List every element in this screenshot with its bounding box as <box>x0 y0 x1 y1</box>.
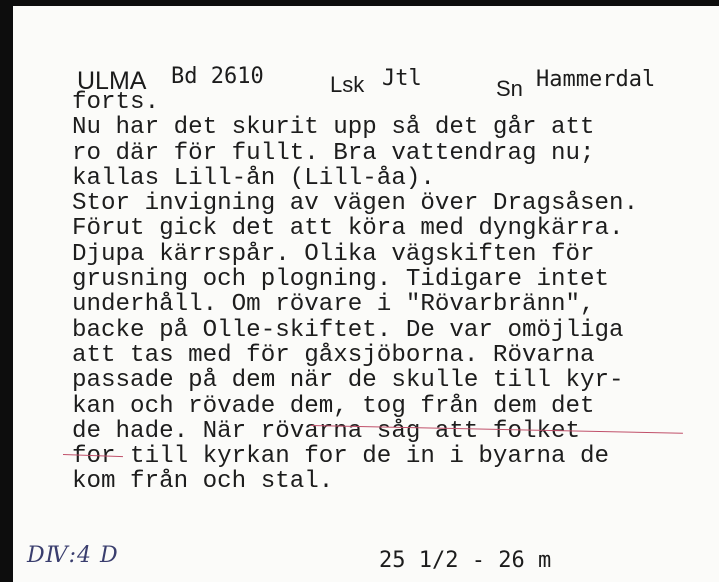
body-line: forts. <box>72 89 160 116</box>
socken-label: Sn <box>496 76 523 101</box>
measurement: 25 1/2 - 26 m <box>379 548 552 573</box>
handwritten-signature: DⅣ:4 D <box>27 543 119 568</box>
body-line: att tas med för gåxsjöborna. Rövarna <box>72 341 595 369</box>
body-line: backe på Olle-skiftet. De var omöjliga <box>72 316 624 344</box>
body-line: passade på dem när de skulle till kyr- <box>72 367 624 395</box>
body-line: Nu har det skurit upp så det går att <box>72 114 595 142</box>
body-line: kom från och stal. <box>72 468 334 496</box>
landskap-value: Jtl <box>382 66 422 91</box>
body-line: kallas Lill-ån (Lill-åa). <box>72 164 435 192</box>
body-line: for till kyrkan for de in i byarna de <box>72 443 610 471</box>
body-line: kan och rövade dem, tog från dem det <box>72 392 595 420</box>
archive-code: ULMA <box>77 67 147 95</box>
body-line: Djupa kärrspår. Olika vägskiften för <box>72 240 595 268</box>
card-body <box>72 90 638 495</box>
body-line: Förut gick det att köra med dyngkärra. <box>72 215 624 243</box>
archive-card <box>13 6 719 582</box>
landskap-label: Lsk <box>330 72 365 97</box>
body-line: Stor invigning av vägen över Dragsåsen. <box>72 190 639 218</box>
body-line: grusning och plogning. Tidigare intet <box>72 266 610 294</box>
body-line: ro där för fullt. Bra vattendrag nu; <box>72 139 595 167</box>
body-line: underhåll. Om rövare i "Rövarbränn", <box>72 291 595 319</box>
body-line: de hade. När rövarna såg att folket <box>72 417 581 445</box>
socken-value: Hammerdal <box>536 67 656 92</box>
record-number: Bd 2610 <box>171 64 264 89</box>
